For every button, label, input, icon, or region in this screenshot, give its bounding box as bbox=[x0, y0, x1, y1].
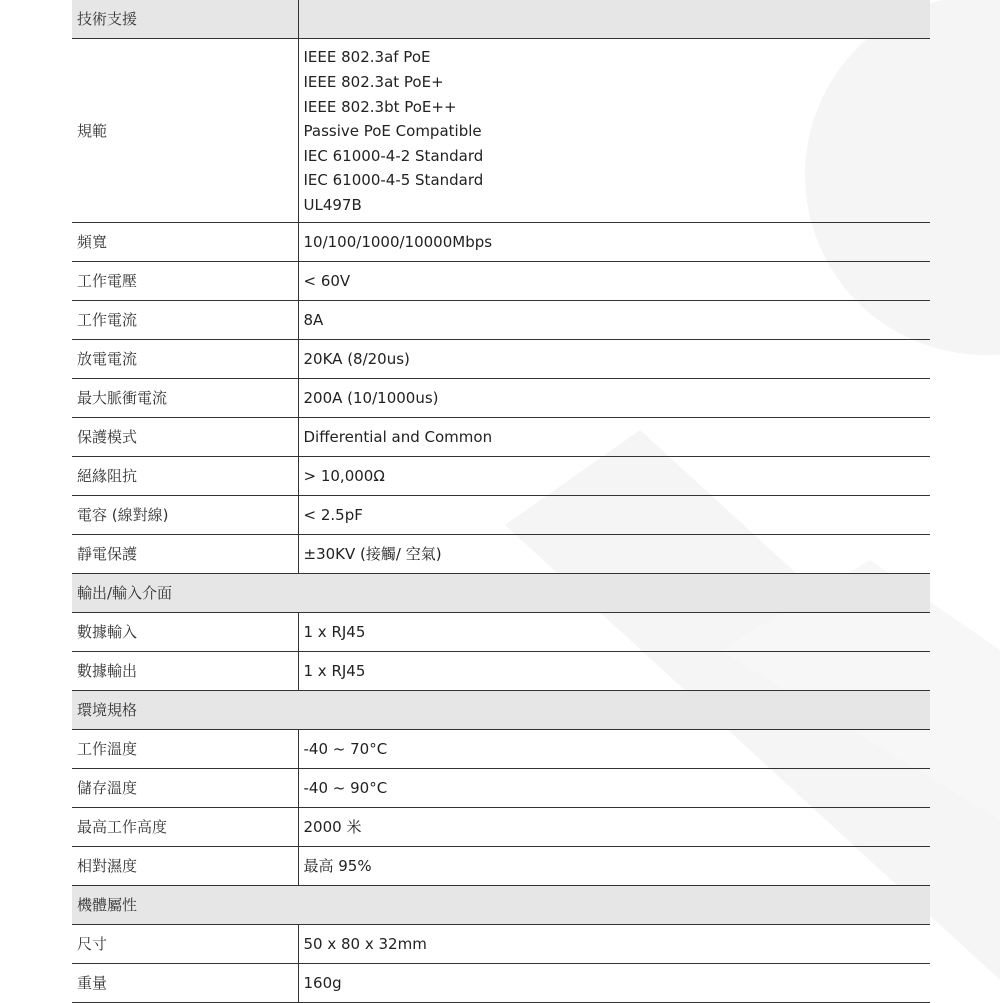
row-value: 2000 米 bbox=[298, 808, 930, 847]
row-value: 20KA (8/20us) bbox=[298, 340, 930, 379]
section-title: 環境規格 bbox=[77, 701, 138, 719]
row-value: 1 x RJ45 bbox=[298, 613, 930, 652]
row-label: 工作電壓 bbox=[77, 272, 138, 290]
row-label: 電容 (線對線) bbox=[77, 506, 169, 524]
row-label: 數據輸出 bbox=[77, 662, 138, 680]
table-row bbox=[72, 301, 930, 340]
row-value: ±30KV (接觸/ 空氣) bbox=[298, 535, 930, 574]
row-value: 8A bbox=[298, 301, 930, 340]
standard-item: IEEE 802.3at PoE+ bbox=[303, 73, 444, 92]
row-value: < 60V bbox=[298, 262, 930, 301]
row-label: 相對濕度 bbox=[77, 857, 138, 875]
row-label: 尺寸 bbox=[77, 935, 108, 953]
table-row bbox=[72, 613, 930, 652]
table-row bbox=[72, 925, 930, 964]
table-row bbox=[72, 769, 930, 808]
row-value: < 2.5pF bbox=[298, 496, 930, 535]
table-row bbox=[72, 808, 930, 847]
row-label: 最大脈衝電流 bbox=[77, 389, 168, 407]
section-title: 輸出/輸入介面 bbox=[77, 584, 173, 602]
row-label: 靜電保護 bbox=[77, 545, 138, 563]
row-label: 頻寬 bbox=[77, 233, 108, 251]
row-label: 工作溫度 bbox=[77, 740, 138, 758]
table-row bbox=[72, 223, 930, 262]
row-label: 規範 bbox=[77, 121, 108, 140]
table-row bbox=[72, 730, 930, 769]
table-row bbox=[72, 535, 930, 574]
row-label: 數據輸入 bbox=[77, 623, 138, 641]
row-value: 200A (10/1000us) bbox=[298, 379, 930, 418]
row-label: 保護模式 bbox=[77, 428, 138, 446]
standard-item: IEC 61000-4-5 Standard bbox=[303, 171, 484, 190]
row-value: > 10,000Ω bbox=[298, 457, 930, 496]
row-value: 50 x 80 x 32mm bbox=[298, 925, 930, 964]
row-label: 工作電流 bbox=[77, 311, 138, 329]
table-row bbox=[72, 964, 930, 1003]
table-row bbox=[72, 457, 930, 496]
table-row bbox=[72, 340, 930, 379]
table-row bbox=[72, 379, 930, 418]
row-value: 1 x RJ45 bbox=[298, 652, 930, 691]
section-title: 機體屬性 bbox=[77, 896, 138, 914]
row-label: 儲存溫度 bbox=[77, 779, 138, 797]
row-value bbox=[298, 39, 930, 223]
table-row bbox=[72, 418, 930, 457]
table-row bbox=[72, 496, 930, 535]
row-label: 絕緣阻抗 bbox=[77, 467, 138, 485]
standard-item: UL497B bbox=[303, 195, 362, 214]
table-row bbox=[72, 652, 930, 691]
section-header bbox=[72, 886, 930, 925]
row-value: -40 ~ 70°C bbox=[298, 730, 930, 769]
row-value: 10/100/1000/10000Mbps bbox=[298, 223, 930, 262]
standard-item: IEEE 802.3af PoE bbox=[303, 48, 431, 67]
spec-table bbox=[72, 0, 930, 1003]
row-value: -40 ~ 90°C bbox=[298, 769, 930, 808]
table-row bbox=[72, 847, 930, 886]
standard-item: IEEE 802.3bt PoE++ bbox=[303, 97, 457, 116]
row-label: 最高工作高度 bbox=[77, 818, 168, 836]
section-title: 技術支援 bbox=[72, 0, 298, 39]
standard-item: Passive PoE Compatible bbox=[303, 122, 482, 141]
row-label: 放電電流 bbox=[77, 350, 138, 368]
row-label: 重量 bbox=[77, 974, 108, 992]
standard-item: IEC 61000-4-2 Standard bbox=[303, 146, 484, 165]
section-header bbox=[72, 574, 930, 613]
table-row bbox=[72, 262, 930, 301]
table-row bbox=[72, 39, 930, 223]
row-value: 160g bbox=[298, 964, 930, 1003]
row-value: Differential and Common bbox=[298, 418, 930, 457]
row-value: 最高 95% bbox=[298, 847, 930, 886]
section-header bbox=[72, 0, 930, 39]
section-header bbox=[72, 691, 930, 730]
